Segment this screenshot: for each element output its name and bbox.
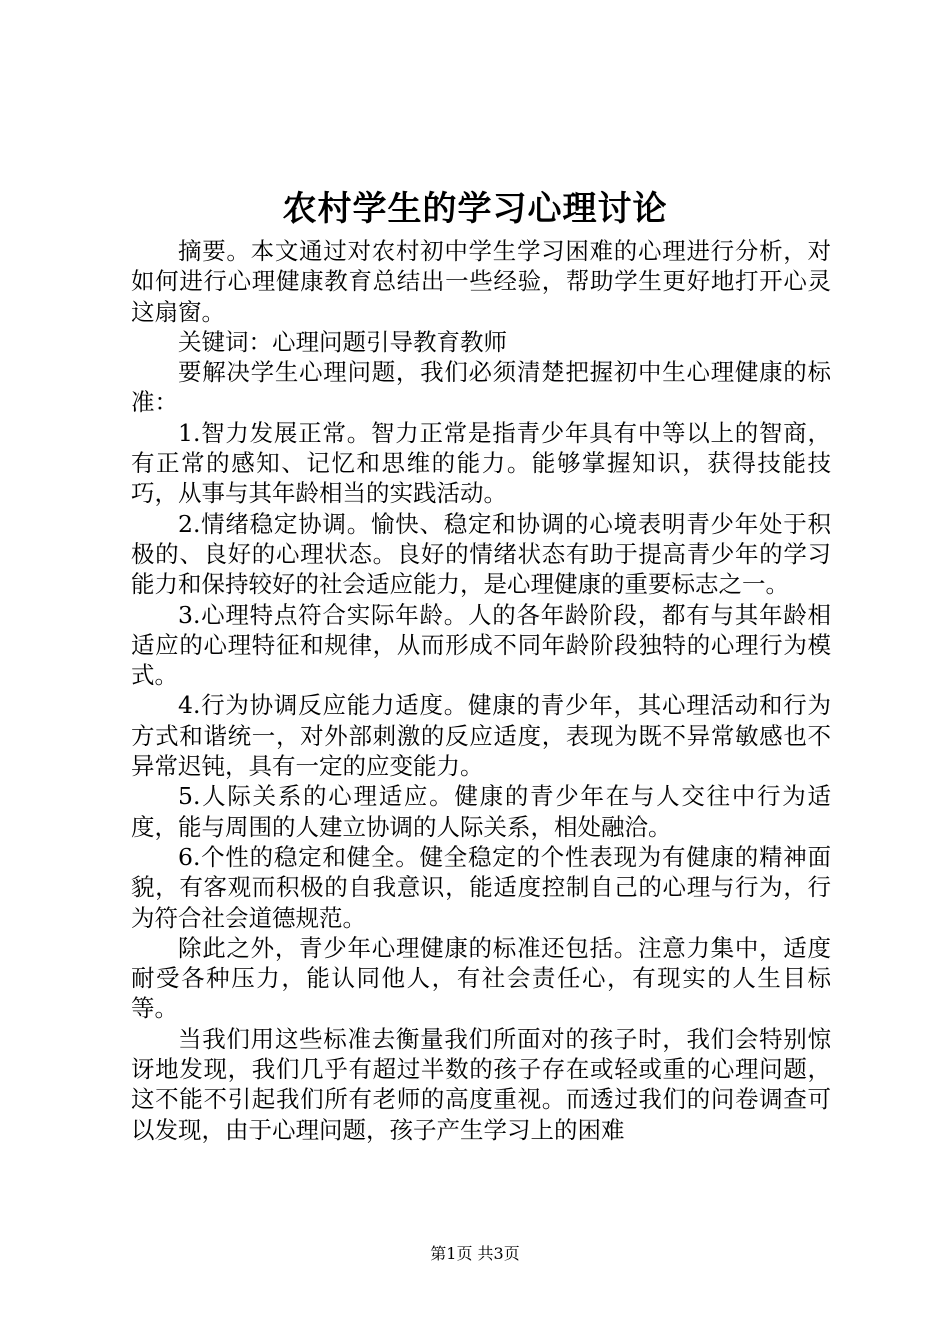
paragraph-item-6: 6.个性的稳定和健全。健全稳定的个性表现为有健康的精神面貌，有客观而积极的自我意识，能适度控制自己的心理与行为，行为符合社会道德规范。 [131,842,831,932]
paragraph-abstract: 摘要。本文通过对农村初中学生学习困难的心理进行分析，对如何进行心理健康教育总结出一些经验，帮助学生更好地打开心灵这扇窗。 [131,237,831,326]
document-body [131,236,831,1145]
paragraph-item-2: 2.情绪稳定协调。愉快、稳定和协调的心境表明青少年处于积极的、良好的心理状态。良好的情绪状态有助于提高青少年的学习能力和保持较好的社会适应能力，是心理健康的重要标志之一。 [131,509,831,599]
paragraph-item-4: 4.行为协调反应能力适度。健康的青少年，其心理活动和行为方式和谐统一，对外部刺激的反应适度，表现为既不异常敏感也不异常迟钝，具有一定的应变能力。 [131,691,831,781]
paragraph-keywords: 关键词：心理问题引导教育教师 [178,327,507,356]
paragraph-intro: 要解决学生心理问题，我们必须清楚把握初中生心理健康的标准： [131,358,831,417]
paragraph-item-1: 1.智力发展正常。智力正常是指青少年具有中等以上的智商，有正常的感知、记忆和思维的能力。能够掌握知识，获得技能技巧，从事与其年龄相当的实践活动。 [131,418,831,508]
page-footer: 第1页 共3页 [430,1244,520,1263]
document-title: 农村学生的学习心理讨论 [282,189,668,229]
paragraph-additional: 除此之外，青少年心理健康的标准还包括。注意力集中，适度耐受各种压力，能认同他人，有社会责任心，有现实的人生目标等。 [131,933,831,1023]
paragraph-item-3: 3.心理特点符合实际年龄。人的各年龄阶段，都有与其年龄相适应的心理特征和规律，从而形成不同年龄阶段独特的心理行为模式。 [131,600,831,690]
paragraph-conclusion: 当我们用这些标准去衡量我们所面对的孩子时，我们会特别惊讶地发现，我们几乎有超过半数的孩子存在或轻或重的心理问题，这不能不引起我们所有老师的高度重视。而透过我们的问卷调查可以发现，由于心理问题，孩子产生学习上的困难 [131,1024,831,1144]
paragraph-item-5: 5.人际关系的心理适应。健康的青少年在与人交往中行为适度，能与周围的人建立协调的人际关系，相处融洽。 [131,782,831,841]
